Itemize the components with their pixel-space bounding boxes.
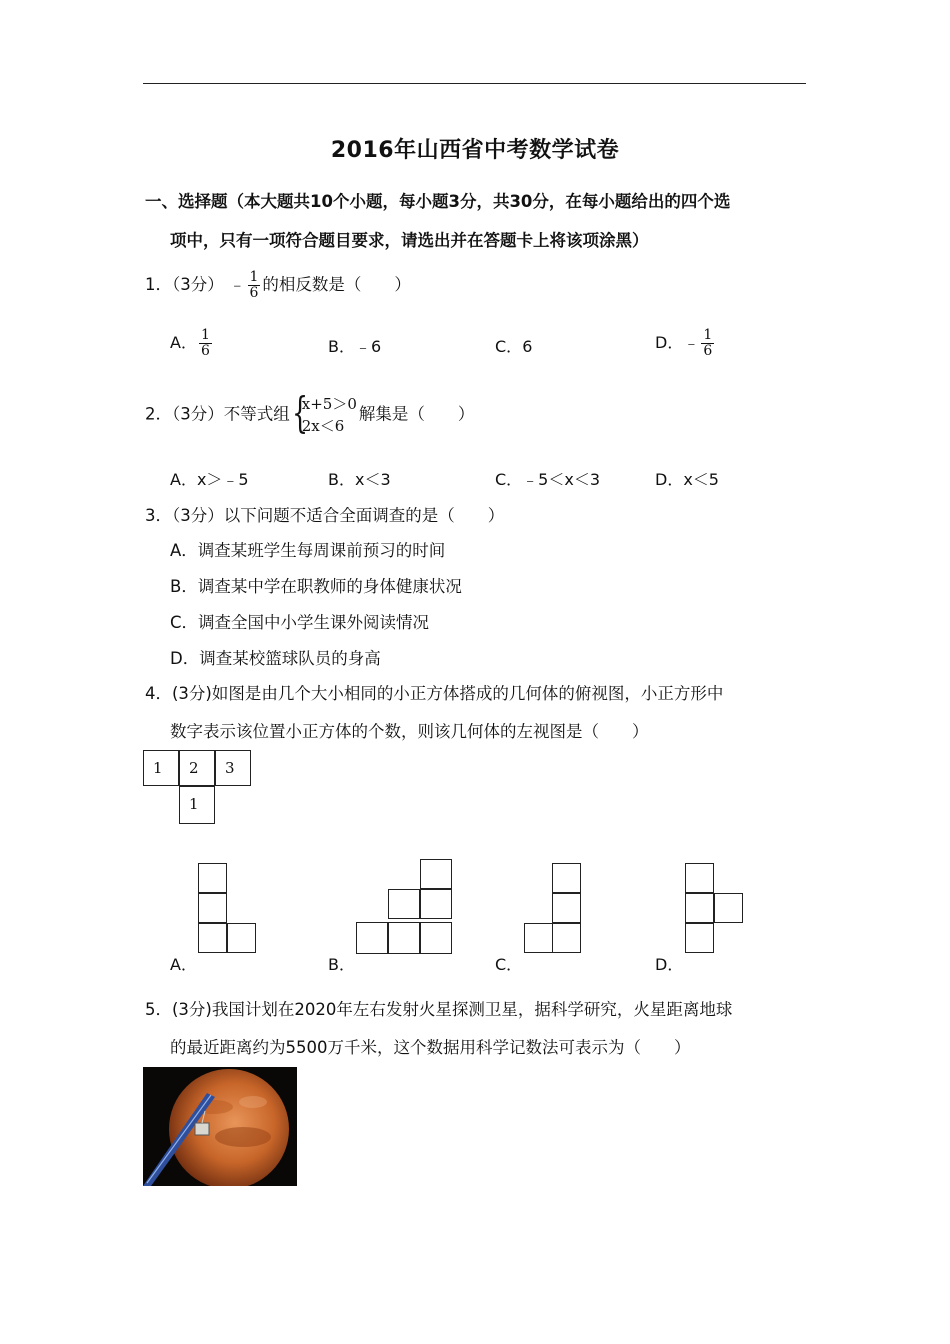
fraction-numerator: 1 bbox=[703, 327, 713, 343]
question-1 bbox=[145, 270, 411, 301]
q1-option-b bbox=[328, 334, 381, 357]
q3-option-b: B．调查某中学在职教师的身体健康状况 bbox=[170, 577, 462, 596]
page-title: 2016年山西省中考数学试卷 bbox=[330, 138, 620, 163]
question-text-before: 不等式组 bbox=[223, 404, 290, 424]
option-text: 6 bbox=[522, 337, 533, 356]
q1-option-c bbox=[495, 334, 532, 357]
question-score: （3分） bbox=[172, 404, 224, 424]
option-label: A． bbox=[170, 333, 197, 352]
minus-sign: ﹣ bbox=[229, 275, 246, 294]
fraction bbox=[248, 270, 261, 301]
cube-square bbox=[388, 922, 420, 954]
fraction-numerator: 1 bbox=[200, 327, 210, 343]
fraction-denominator: 6 bbox=[249, 285, 259, 301]
q3-option-c: C．调查全国中小学生课外阅读情况 bbox=[170, 613, 430, 632]
q4-option-d-label: D． bbox=[655, 955, 684, 974]
cube-square bbox=[388, 889, 420, 919]
inequality-1: x+5＞0 bbox=[301, 395, 357, 413]
question-number: 2． bbox=[145, 404, 172, 424]
inequality-2: 2x＜6 bbox=[301, 417, 345, 435]
cube-square bbox=[714, 893, 743, 923]
cube-square bbox=[685, 893, 714, 923]
cube-square bbox=[420, 859, 452, 889]
q1-option-d bbox=[655, 328, 716, 359]
fraction bbox=[701, 328, 714, 359]
q2-option-b: B．x＜3 bbox=[328, 470, 391, 489]
fraction-denominator: 6 bbox=[200, 343, 210, 359]
cube-square bbox=[552, 923, 581, 953]
q3-option-a: A．调查某班学生每周课前预习的时间 bbox=[170, 541, 446, 560]
cube-square bbox=[552, 863, 581, 893]
question-4-line2: 数字表示该位置小正方体的个数，则该几何体的左视图是（ ） bbox=[170, 722, 649, 741]
fraction-denominator: 6 bbox=[703, 343, 713, 359]
mars-probe-image bbox=[143, 1067, 297, 1186]
question-2 bbox=[145, 388, 475, 437]
cube-square bbox=[198, 893, 227, 923]
section-heading-line1: 一、选择题（本大题共10个小题，每小题3分，共30分，在每小题给出的四个选 bbox=[145, 192, 731, 211]
cube-square bbox=[524, 923, 553, 953]
cube-square bbox=[685, 863, 714, 893]
cube-square bbox=[685, 923, 714, 953]
cube-square bbox=[420, 889, 452, 919]
cube-square bbox=[227, 923, 256, 953]
grid-cell: 1 bbox=[179, 786, 215, 824]
minus-sign: ﹣ bbox=[683, 333, 700, 352]
brace-symbol: { bbox=[291, 388, 308, 437]
section-heading-line2: 项中，只有一项符合题目要求，请选出并在答题卡上将该项涂黑） bbox=[170, 231, 649, 250]
cube-square bbox=[552, 893, 581, 923]
q3-option-d: D．调查某校篮球队员的身高 bbox=[170, 649, 381, 668]
q2-option-a: A．x＞﹣5 bbox=[170, 470, 249, 489]
grid-cell: 1 bbox=[143, 750, 179, 786]
cube-square bbox=[198, 863, 227, 893]
question-text-after: 解集是（ ） bbox=[358, 404, 475, 424]
q2-option-c: C．﹣5＜x＜3 bbox=[495, 470, 601, 489]
cube-square bbox=[420, 922, 452, 954]
fraction-numerator: 1 bbox=[249, 269, 259, 285]
q4-option-b-label: B． bbox=[328, 955, 355, 974]
q4-option-c-label: C． bbox=[495, 955, 523, 974]
question-score: （3分） bbox=[172, 275, 224, 294]
grid-cell: 2 bbox=[179, 750, 215, 786]
q2-option-d: D．x＜5 bbox=[655, 470, 719, 489]
question-3-stem: 3．（3分）以下问题不适合全面调查的是（ ） bbox=[145, 506, 505, 525]
question-number: 1． bbox=[145, 275, 172, 294]
grid-cell: 3 bbox=[215, 750, 251, 786]
cube-square bbox=[198, 923, 227, 953]
header-rule bbox=[143, 83, 806, 84]
cube-square bbox=[356, 922, 388, 954]
q1-option-a bbox=[170, 328, 214, 359]
question-4-line1: 4．(3分)如图是由几个大小相同的小正方体搭成的几何体的俯视图，小正方形中 bbox=[145, 684, 724, 703]
option-label: C． bbox=[495, 337, 523, 356]
fraction bbox=[199, 328, 212, 359]
option-label: B． bbox=[328, 337, 355, 356]
question-5-line1: 5．(3分)我国计划在2020年左右发射火星探测卫星，据科学研究，火星距离地球 bbox=[145, 1000, 733, 1019]
option-text: ﹣6 bbox=[354, 337, 382, 356]
inequality-system bbox=[291, 388, 357, 437]
question-text: 的相反数是（ ） bbox=[262, 275, 411, 294]
option-label: D． bbox=[655, 333, 684, 352]
question-5-line2: 的最近距离约为5500万千米，这个数据用科学记数法可表示为（ ） bbox=[170, 1038, 691, 1057]
q4-option-a-label: A． bbox=[170, 955, 197, 974]
